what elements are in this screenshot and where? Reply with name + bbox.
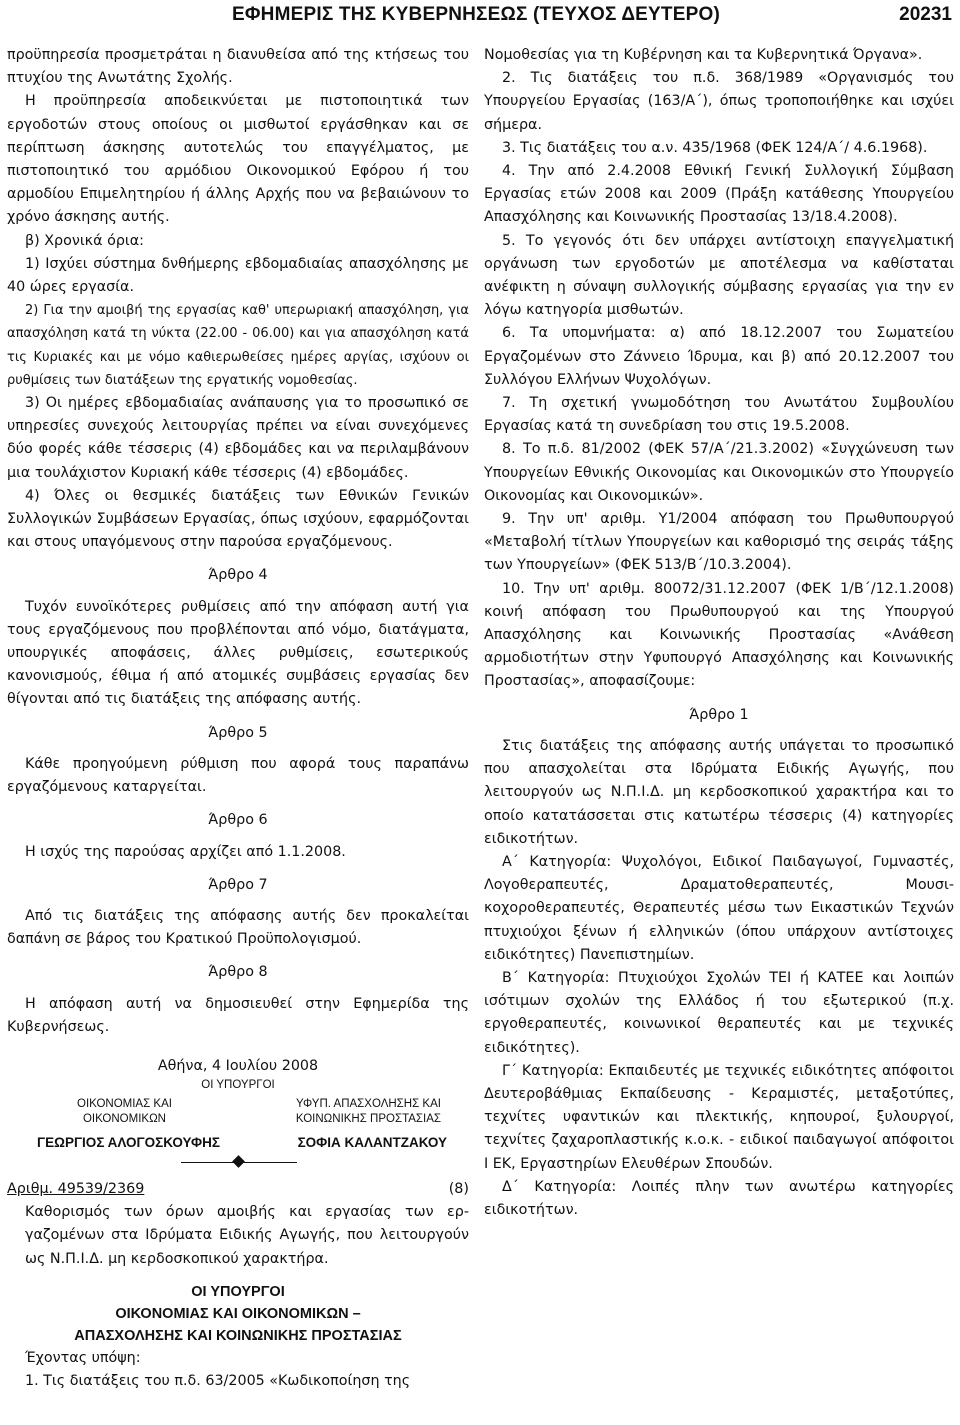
right-column xyxy=(484,44,954,1222)
article-1-heading: Άρθρο 1 xyxy=(689,706,749,723)
paragraph: β) Χρονικά όρια: xyxy=(25,232,144,249)
decree-number: Αριθμ. 49539/2369 xyxy=(7,1180,145,1197)
considering-item: 10. Την υπ' αριθμ. 80072/31.12.2007 (ΦΕΚ 1/Β΄/12.1.2008) κοινή απόφαση του Πρωθυπουργού και της Υπουργού Απασχόλησης και Κοινωνικής Προστασίας «Ανάθεση αρμοδιοτήτων στην Υφυπουργό Απασχόλησης και Κοινωνικής Προστασίας», αποφασίζουμε: xyxy=(484,580,954,690)
ministry-finance: ΟΙΚΟΝΟΜΙΑΣ ΚΑΙ ΟΙΚΟΝΟΜΙΚΩΝ xyxy=(77,1097,172,1125)
place-date: Αθήνα, 4 Ιουλίου 2008 xyxy=(157,1057,319,1074)
category-d: Δ΄ Κατηγορία: Λοιπές πλην των ανωτέρω κατηγορίες ειδικοτήτων. xyxy=(484,1178,954,1218)
decree-index: (8) xyxy=(448,1180,469,1197)
considering-item: 2. Τις διατάξεις του π.δ. 368/1989 «Οργανισμός του Υπουργείου Εργασίας (163/Α΄), όπως τροποποιήθηκε και ισχύει σήμερα. xyxy=(484,70,954,133)
left-column xyxy=(7,44,469,1393)
article-1-text: Στις διατάξεις της απόφασης αυτής υπάγεται το προσωπικό που απασχολείται στα Ιδρύματα Ειδικής Αγωγής, που λειτουργούν ως Ν.Π.Ι.Δ. μη κερδοσκοπικού χαρακτήρα και το οποίο κατατάσσεται στις κατωτέρω τέσσερις (4) κατηγορίες ειδικοτήτων. xyxy=(484,737,954,847)
considering-item: 4. Την από 2.4.2008 Εθνική Γενική Συλλογική Σύμβαση Εργασίας ετών 2008 και 2009 (Πράξη κατάθεσης Υπουργείου Απασχόλησης και Κοινωνικής Προστασίας 13/18.4.2008). xyxy=(484,163,954,226)
article-6-heading: Άρθρο 6 xyxy=(208,812,268,829)
considering-item: 6. Τα υπομνήματα: α) από 18.12.2007 του Σωματείου Εργαζομένων στο Ζάννειο Ίδρυμα, και β) από 20.12.2007 του Συλλόγου Ελλήνων Ψυχολόγων. xyxy=(484,325,954,388)
signatory-name: ΣΟΦΙΑ ΚΑΛΑΝΤΖΑΚΟΥ xyxy=(297,1134,447,1150)
article-5-text: Κάθε προηγούμενη ρύθμιση που αφορά τους παραπάνω εργαζόμενους καταργείται. xyxy=(7,755,469,796)
considering-label: Έχοντας υπόψη: xyxy=(25,1349,141,1366)
ministry-employment: ΥΦΥΠ. ΑΠΑΣΧΟΛΗΣΗΣ ΚΑΙ ΚΟΙΝΩΝΙΚΗΣ ΠΡΟΣΤΑΣΙΑΣ xyxy=(295,1097,441,1125)
considering-item: 7. Τη σχετική γνωμοδότηση του Ανωτάτου Συμβουλίου Εργασίας κατά τη συνεδρίαση του στις 19.5.2008. xyxy=(484,395,954,435)
page-number: 20231 xyxy=(899,4,952,25)
ministers-label: ΟΙ ΥΠΟΥΡΓΟΙ xyxy=(201,1078,275,1091)
article-8-heading: Άρθρο 8 xyxy=(208,964,268,981)
paragraph: 2) Για την αμοιβή της εργασίας καθ' υπερωριακή απασχόληση, για απασχόληση κατά τη νύκτα (22.00 - 06.00) και για απασχόληση κατά τις Κυριακές και με νόμο καθιερωθείσες ημέρες αργίας, ισχύουν οι ρυθμίσεις των διατάξεων της εργατικής νομοθεσίας. xyxy=(7,303,469,388)
paragraph: 1) Ισχύει σύστημα δνθήμερης εβδομαδιαίας απασχόλησης με 40 ώρες εργασία. xyxy=(7,255,469,296)
category-b: Β΄ Κατηγορία: Πτυχιούχοι Σχολών ΤΕΙ ή ΚΑΤΕΕ και λοιπών ισότιμων σχολών της Ελλάδος ή του εξωτερικού (π.χ. εργοθεραπευτές, κοινωνικοί θεραπευτές και με τεχνικές ειδικότητες). xyxy=(484,969,954,1056)
paragraph: Νομοθεσίας για τη Κυβέρνηση και τα Κυβερνητικά Όργανα». xyxy=(484,47,923,63)
article-8-text: Η απόφαση αυτή να δημοσιευθεί στην Εφημερίδα της Κυβερνήσεως. xyxy=(7,995,469,1035)
article-7-heading: Άρθρο 7 xyxy=(208,876,268,893)
paragraph: προϋπηρεσία προσμετράται η διανυθείσα από της κτήσεως του πτυχίου της Ανωτάτης Σχολής. xyxy=(7,47,469,87)
paragraph: Η προϋπηρεσία αποδεικνύεται με πιστοποιητικά των εργοδοτών στους οποίους οι μισθωτοί εργάσθηκαν και σε περίπτωση άσκησης αυτοτελώς του επαγγέλματος, με πιστοποιητικό του αρμόδιου Οικονομικού Εφόρου ή του αρμοδίου Επιμελητηρίου ή άλλης Αρχής που να βεβαιώνουν το χρόνο άσκησης αυτής. xyxy=(7,93,469,226)
decree-title: Καθορισμός των όρων αμοιβής και εργασίας των εργαζομένων στα Ιδρύματα Ειδικής Αγωγής, που λειτουργούν ως Ν.Π.Ι.Δ. μη κερδοσκοπικού χαρακτήρα. xyxy=(25,1204,469,1267)
category-c: Γ΄ Κατηγορία: Εκπαιδευτές με τεχνικές ειδικότητες απόφοιτοι Δευτεροβάθμιας Εκπαίδευσης - Κεραμιστές, μεταξοτύπες, τεχνίτες υφαντικών και πλεκτικής, κηπουροί, ξυλουργοί, τεχνίτες ζαχαροπλαστικής κ.ο.κ. - ειδικοί παιδαγωγοί απόφοιτοι Ι ΕΚ, Εργαστηρίων Ελευθέρων Σπουδών. xyxy=(484,1062,954,1172)
article-4-heading: Άρθρο 4 xyxy=(208,567,268,584)
article-6-text: Η ισχύς της παρούσας αρχίζει από 1.1.2008. xyxy=(25,843,346,860)
page-header xyxy=(0,4,960,32)
considering-item: 8. Το π.δ. 81/2002 (ΦΕΚ 57/Α΄/21.3.2002) «Συγχώνευση των Υπουργείων Εθνικής Οικονομίας και Οικονομικών στο Υπουργείο Οικονομίας και Οικονομικών». xyxy=(484,441,954,504)
considering-item: 3. Τις διατάξεις του α.ν. 435/1968 (ΦΕΚ 124/Α΄/ 4.6.1968). xyxy=(502,139,928,156)
signatory-names xyxy=(7,1135,469,1150)
ministries-row xyxy=(7,1097,469,1127)
decree-number-row xyxy=(7,1178,469,1201)
article-5-heading: Άρθρο 5 xyxy=(208,724,268,741)
diamond-icon xyxy=(232,1155,245,1168)
gazette-title: ΕΦΗΜΕΡΙΣ ΤΗΣ ΚΥΒΕΡΝΗΣΕΩΣ (ΤΕΥΧΟΣ ΔΕΥΤΕΡΟ) xyxy=(232,4,720,25)
section-divider xyxy=(7,1152,469,1174)
category-a: Α΄ Κατηγορία: Ψυχολόγοι, Ειδικοί Παιδαγωγοί, Γυμναστές, Λογοθεραπευτές, Δραματοθεραπευτές, Μουσικοχοροθεραπευτές, Θεραπευτές μέσω των Εικαστικών Τεχνών πτυχιούχοι ξένων ή ελληνικών (όπου υπάρχουν αντίστοιχες ειδικότητες) Πανεπιστημίων. xyxy=(484,853,954,963)
article-4-text: Τυχόν ευνοϊκότερες ρυθμίσεις από την απόφαση αυτή για τους εργαζόμενους που προβλέπονται από νόμο, διατάγματα, υπουργικές αποφάσεις, άλλες ρυθμίσεις, εσωτερικούς κανονισμούς, έθιμα ή από ατομικές συμβάσεις εργασίας δεν θίγονται από τις διατάξεις της απόφασης αυτής. xyxy=(7,598,469,708)
paragraph: 3) Οι ημέρες εβδομαδιαίας ανάπαυσης για το προσωπικό σε υπηρεσίες συνεχούς λειτουργίας πρέπει να είναι συνεχόμενες δύο φορές κάθε τέσσερις (4) εβδομάδες και να περιλαμβάνουν μια τουλάχιστον Κυριακή κάθε τέσσερις (4) εβδομάδες. xyxy=(7,395,469,481)
considering-item: 5. Το γεγονός ότι δεν υπάρχει αντίστοιχη επαγγελματική οργάνωση των εργοδοτών με αποτέλεσμα να καθίσταται ανέφικτη η σύναψη συλλογικής σύμβασης εργασίας για την εν λόγω κατηγορία μισθωτών. xyxy=(484,232,954,319)
signature-block xyxy=(7,1059,469,1150)
issuing-ministers: ΟΙ ΥΠΟΥΡΓΟΙ ΟΙΚΟΝΟΜΙΑΣ ΚΑΙ ΟΙΚΟΝΟΜΙΚΩΝ – ΑΠΑΣΧΟΛΗΣΗΣ ΚΑΙ ΚΟΙΝΩΝΙΚΗΣ ΠΡΟΣΤΑΣΙΑΣ xyxy=(74,1283,402,1344)
paragraph: 4) Όλες οι θεσμικές διατάξεις των Εθνικών Γενικών Συλλογικών Συμβάσεων Εργασίας, όπως ισχύουν, εφαρμόζονται και στους υπαγόμενους στην παρούσα εργαζόμενους. xyxy=(7,487,469,551)
considering-item: 9. Την υπ' αριθμ. Υ1/2004 απόφαση του Πρωθυπουργού «Μεταβολή τίτλων Υπουργείων και καθορισμό της σειράς τάξης των Υπουργείων» (ΦΕΚ 513/Β΄/10.3.2004). xyxy=(484,511,954,574)
article-7-text: Από τις διατάξεις της απόφασης αυτής δεν προκαλείται δαπάνη σε βάρος του Κρατικού Προϋπολογισμού. xyxy=(7,907,469,948)
signatory-name: ΓΕΩΡΓΙΟΣ ΑΛΟΓΟΣΚΟΥΦΗΣ xyxy=(37,1134,220,1150)
considering-item: 1. Τις διατάξεις του π.δ. 63/2005 «Κωδικοποίηση της xyxy=(25,1372,411,1389)
